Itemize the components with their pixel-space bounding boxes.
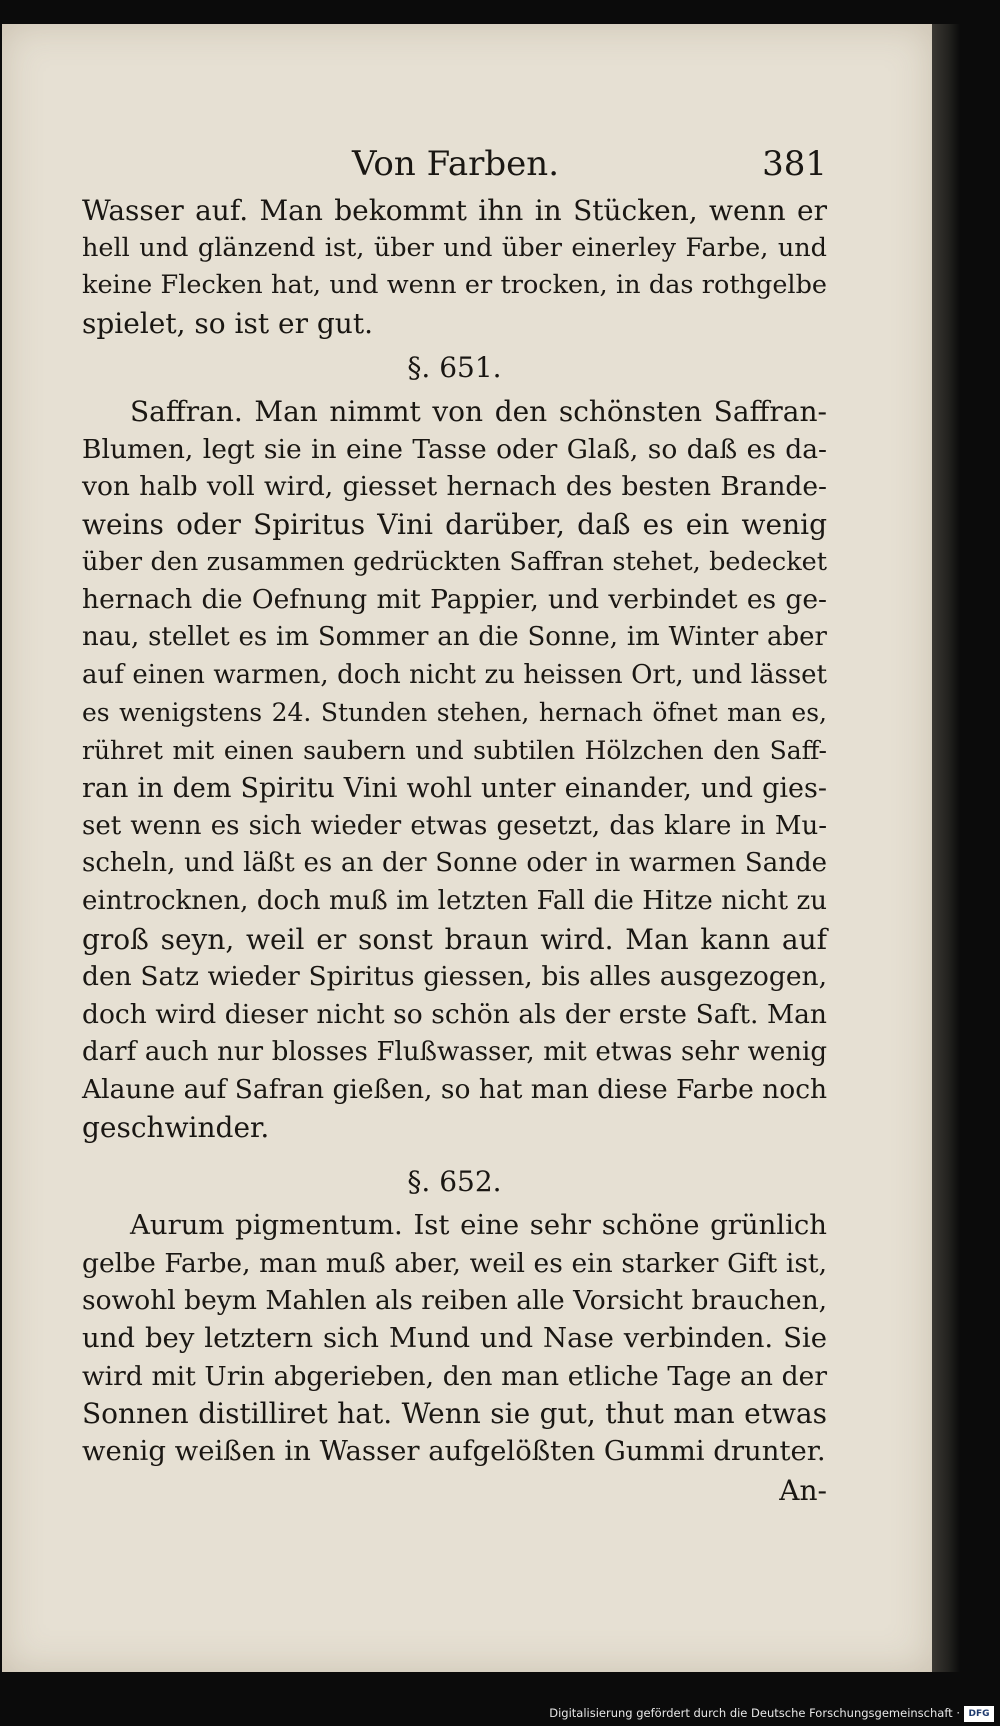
page-text [82,144,827,1511]
text-line: set wenn es sich wieder etwas gesetzt, das klare in Mu- [82,810,827,841]
text-line: sowohl beym Mahlen als reiben alle Vorsicht brauchen, [82,1285,828,1317]
book-page [2,24,932,1672]
text-line: ran in dem Spiritu Vini wohl unter einander, und gies- [82,772,827,804]
text-line: nau, stellet es im Sommer an die Sonne, im Winter aber [82,622,827,653]
text-line: hernach die Oefnung mit Pappier, und verbindet es ge- [82,584,827,616]
text-line: hell und glänzend ist, über und über einerley Farbe, und [82,232,827,263]
text-line: gelbe Farbe, man muß aber, weil es ein starker Gift ist, [82,1247,827,1279]
text-line: Saffran. Man nimmt von den schönsten Saffran- [130,394,827,428]
text-line: auf einen warmen, doch nicht zu heissen Ort, und lässet [82,659,827,690]
text-line: groß seyn, weil er sonst braun wird. Man kann auf [82,922,827,956]
funding-credit: Digitalisierung gefördert durch die Deutsche Forschungsgemeinschaft · [549,1706,960,1720]
text-line: keine Flecken hat, und wenn er trocken, in das rothgelbe [82,270,827,301]
page-number: 381 [762,144,827,184]
text-line: spielet, so ist er gut. [82,307,373,341]
text-line: wenig weißen in Wasser aufgelößten Gummi drunter. [82,1435,826,1468]
text-line: scheln, und läßt es an der Sonne oder in warmen Sande [82,848,827,879]
text-line: und bey letztern sich Mund und Nase verbinden. Sie [82,1321,827,1354]
text-line: eintrocknen, doch muß im letzten Fall die Hitze nicht zu [82,885,827,916]
text-line: von halb voll wird, giesset hernach des besten Brande- [82,471,827,503]
text-line: Wasser auf. Man bekommt ihn in Stücken, wenn er [82,194,827,227]
catchword: An- [779,1473,827,1507]
text-line: doch wird dieser nicht so schön als der erste Saft. Man [82,999,827,1031]
text-line: Sonnen distilliret hat. Wenn sie gut, thut man etwas [82,1397,827,1431]
section-heading-651: §. 651. [407,350,502,384]
running-head: Von Farben. [352,144,560,184]
dfg-logo-icon: DFG [964,1706,994,1722]
text-line: den Satz wieder Spiritus giessen, bis alles ausgezogen, [82,961,827,993]
page-edge-shadow [932,24,960,1672]
text-line: es wenigstens 24. Stunden stehen, hernach öfnet man es, [82,698,827,728]
section-heading-652: §. 652. [407,1164,502,1198]
footer-bar [0,1704,1000,1726]
text-line: geschwinder. [82,1111,270,1145]
text-line: wird mit Urin abgerieben, den man etliche Tage an der [82,1360,827,1392]
text-line: über den zusammen gedrückten Saffran stehet, bedecket [82,546,827,577]
text-line: weins oder Spiritus Vini darüber, daß es ein wenig [82,507,827,541]
text-line: Aurum pigmentum. Ist eine sehr schöne grünlich [130,1208,827,1241]
text-line: darf auch nur blosses Flußwasser, mit etwas sehr wenig [82,1036,827,1067]
text-line: Blumen, legt sie in eine Tasse oder Glaß, so daß es da- [82,433,827,465]
text-line: rühret mit einen saubern und subtilen Hölzchen den Saff- [82,736,827,766]
text-line: Alaune auf Safran gießen, so hat man diese Farbe noch [82,1074,828,1106]
page-header [82,144,827,192]
